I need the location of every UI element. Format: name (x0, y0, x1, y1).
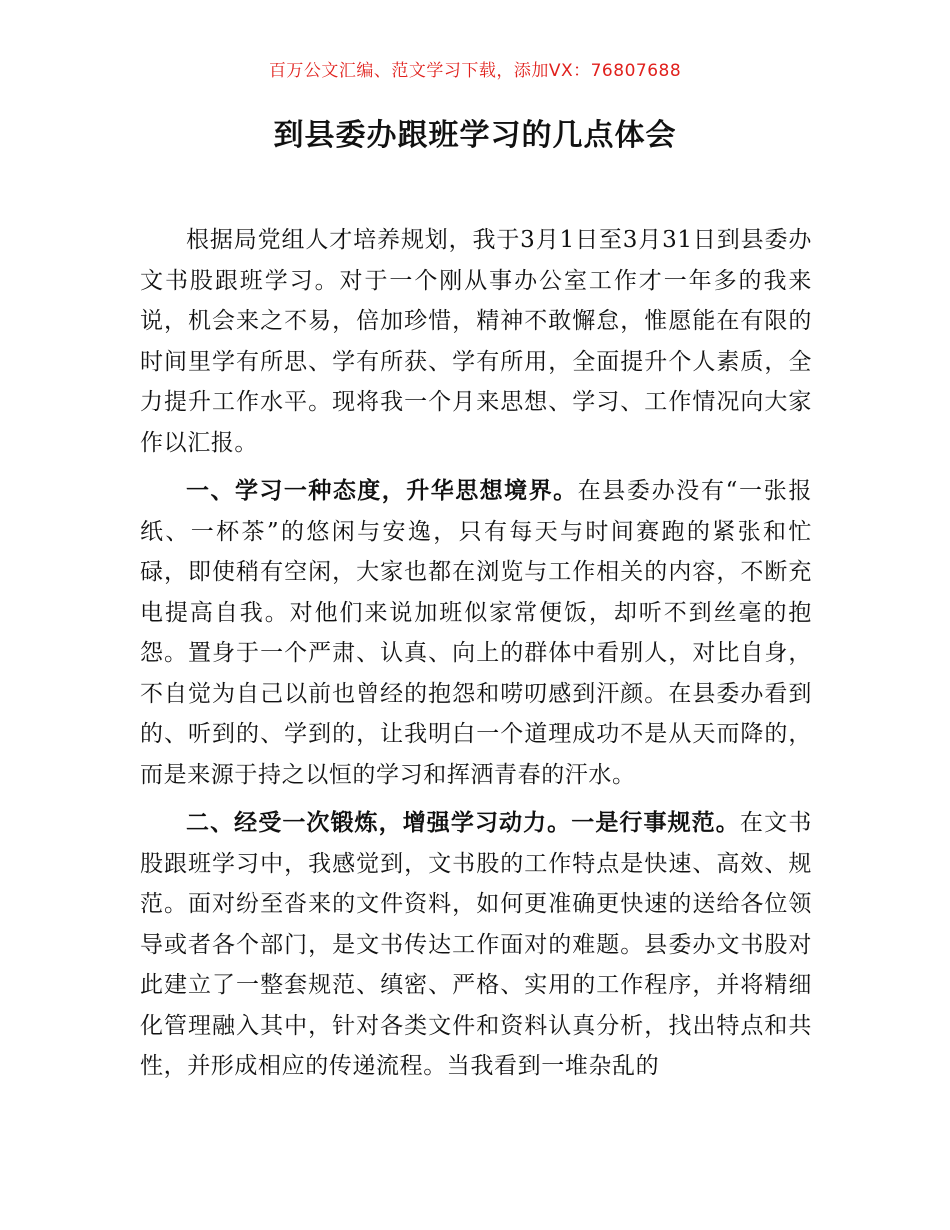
paragraph-section-1 (140, 471, 812, 795)
document-body (140, 220, 812, 1095)
section-heading: 一、学习一种态度，升华思想境界。 (186, 478, 578, 504)
paragraph-intro (140, 220, 812, 463)
document-title: 到县委办跟班学习的几点体会 (273, 118, 677, 153)
paragraph-section-2 (140, 803, 812, 1087)
paragraph-text: 在文书股跟班学习中，我感觉到，文书股的工作特点是快速、高效、规范。面对纷至沓来的文件资料，如何更准确更快速的送给各位领导或者各个部门，是文书传达工作面对的难题。县委办文书股对此建立了一整套规范、缜密、严格、实用的工作程序，并将精细化管理融入其中，针对各类文件和资料认真分析，找出特点和共性，并形成相应的传递流程。当我看到一堆杂乱的 (140, 810, 812, 1079)
subsection-heading: 一是行事规范。 (571, 810, 740, 836)
header-banner: 百万公文汇编、范文学习下载，添加VX：76807688 (268, 61, 682, 81)
paragraph-text: 根据局党组人才培养规划，我于3月1日至3月31日到县委办文书股跟班学习。对于一个刚从事办公室工作才一年多的我来说，机会来之不易，倍加珍惜，精神不敢懈怠，惟愿能在有限的时间里学有所思、学有所获、学有所用，全面提升个人素质，全力提升工作水平。现将我一个月来思想、学习、工作情况向大家作以汇报。 (140, 227, 812, 456)
section-heading: 二、经受一次锻炼，增强学习动力。 (186, 810, 572, 836)
paragraph-text: 在县委办没有“一张报纸、一杯茶”的悠闲与安逸，只有每天与时间赛跑的紧张和忙碌，即使稍有空闲，大家也都在浏览与工作相关的内容，不断充电提高自我。对他们来说加班似家常便饭，却听不到丝毫的抱怨。置身于一个严肃、认真、向上的群体中看别人，对比自身，不自觉为自己以前也曾经的抱怨和唠叨感到汗颜。在县委办看到的、听到的、学到的，让我明白一个道理成功不是从天而降的，而是来源于持之以恒的学习和挥洒青春的汗水。 (140, 478, 812, 788)
